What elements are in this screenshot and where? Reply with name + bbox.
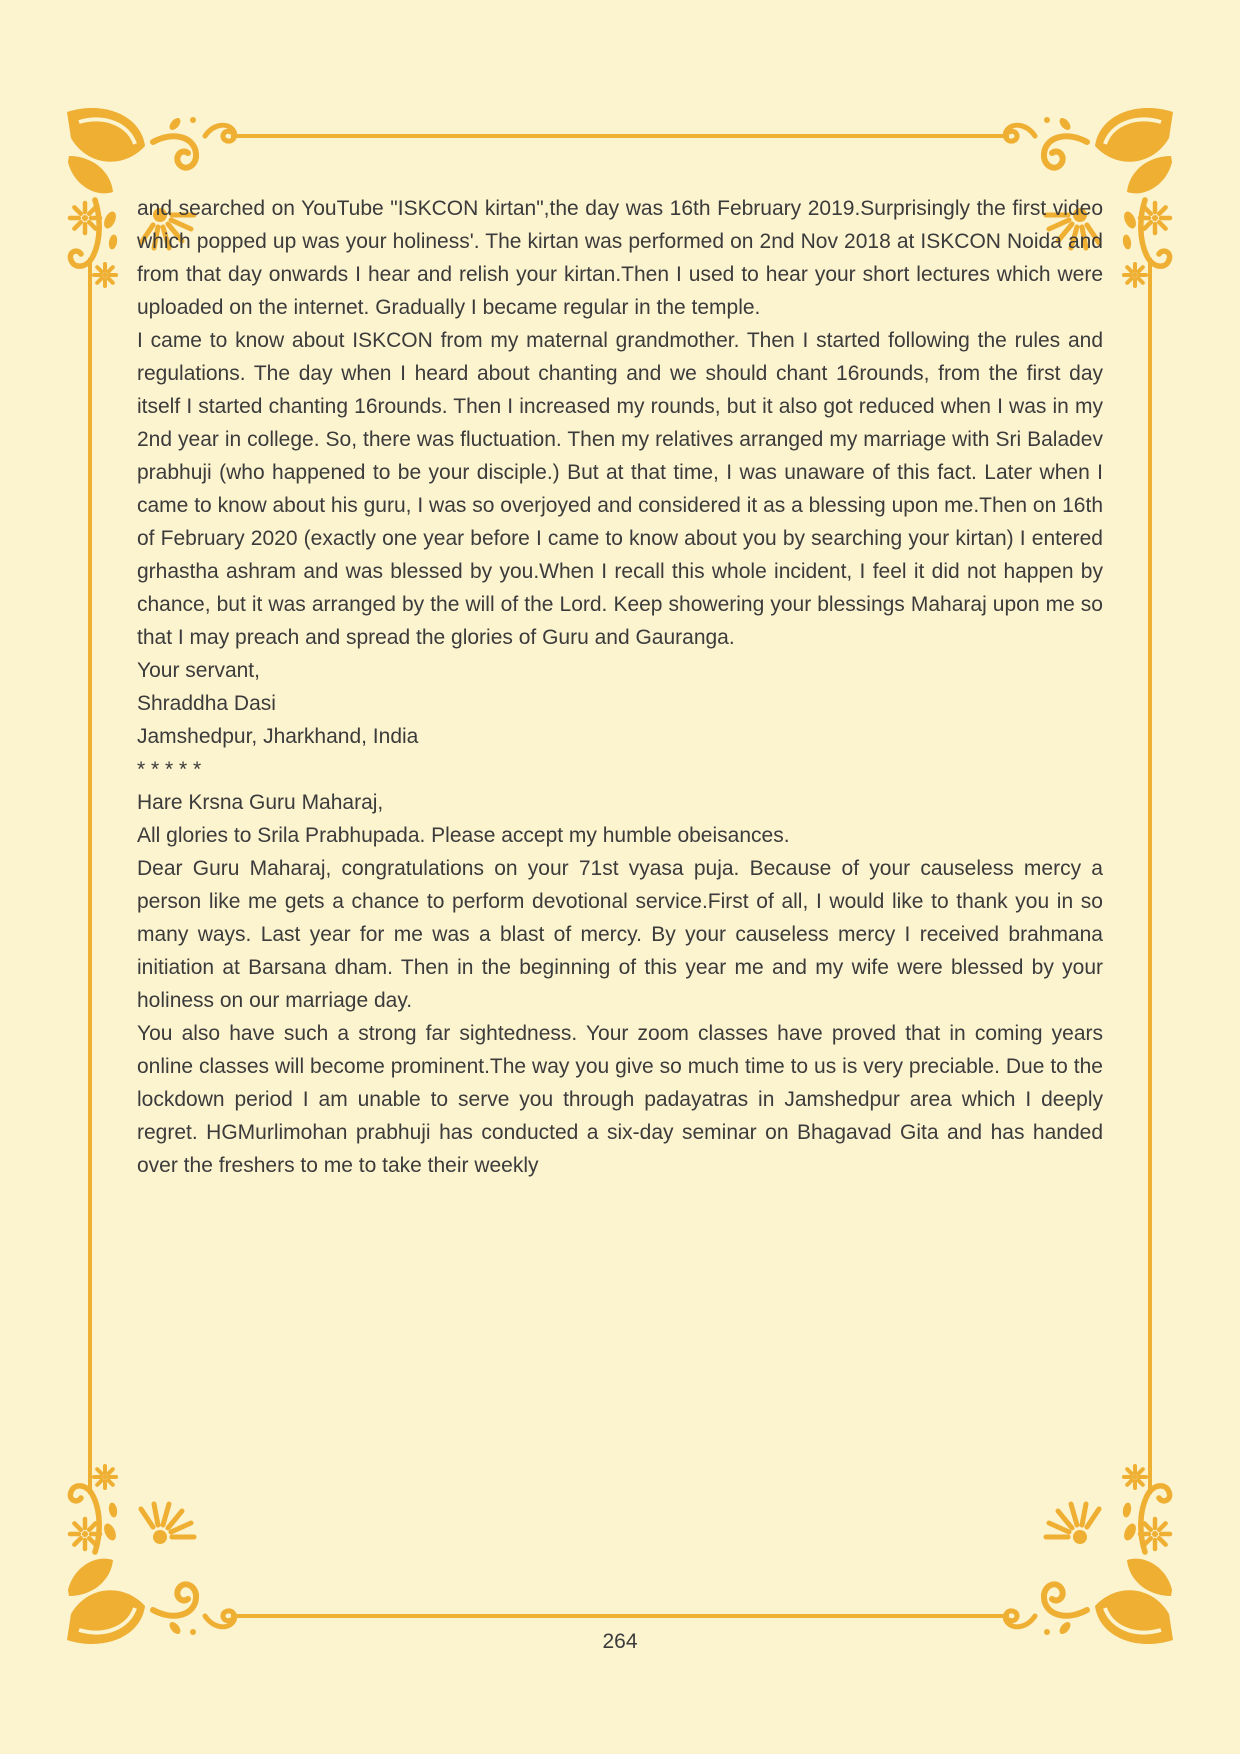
floral-corner-icon-bottom-right — [985, 1452, 1185, 1652]
frame-border-top — [253, 134, 987, 138]
letter1-signatory: Shraddha Dasi — [137, 692, 276, 715]
floral-corner-icon-bottom-left — [55, 1452, 255, 1652]
letter2-paragraph-2: You also have such a strong far sightedness. Your zoom classes have proved that in coming years online classes will become prominent.The way you give so much time to us is very preciable. Due to the lockdown period I am unable to serve you through padayatras in Jamshedpur area which I deeply regret. HGMurlimohan prabhuji has conducted a six-day seminar on Bhagavad Gita and has handed over the freshers to me to take their weekly — [137, 1022, 1103, 1177]
letter1-paragraph-2: I came to know about ISKCON from my maternal grandmother. Then I started following the rules and regulations. The day when I heard about chanting and we should chant 16rounds, from the first day itself I started chanting 16rounds. Then I increased my rounds, but it also got reduced when I was in my 2nd year in college. So, there was fluctuation. Then my relatives arranged my marriage with Sri Baladev prabhuji (who happened to be your disciple.) But at that time, I was unaware of this fact. Later when I came to know about his guru, I was so overjoyed and considered it as a blessing upon me.Then on 16th of February 2020 (exactly one year before I came to know about you by searching your kirtan) I entered grhastha ashram and was blessed by you.When I recall this whole incident, I feel it did not happen by chance, but it was arranged by the will of the Lord. Keep showering your blessings Maharaj upon me so that I may preach and spread the glories of Guru and Gauranga. — [137, 329, 1103, 649]
page-content — [137, 192, 1103, 1182]
letter2-obeisances: All glories to Srila Prabhupada. Please accept my humble obeisances. — [137, 824, 790, 847]
letter1-paragraph-1: and searched on YouTube "ISKCON kirtan",the day was 16th February 2019.Surprisingly the first video which popped up was your holiness'. The kirtan was performed on 2nd Nov 2018 at ISKCON Noida and from that day onwards I hear and relish your kirtan.Then I used to hear your short lectures which were uploaded on the internet. Gradually I became regular in the temple. — [137, 197, 1103, 319]
letter2-salutation: Hare Krsna Guru Maharaj, — [137, 791, 384, 814]
letter-separator: * * * * * — [137, 758, 202, 781]
frame-border-left — [88, 298, 92, 1454]
page-number: 264 — [602, 1630, 638, 1653]
letter2-paragraph-1: Dear Guru Maharaj, congratulations on your 71st vyasa puja. Because of your causeless mercy a person like me gets a chance to perform devotional service.First of all, I would like to thank you in so many ways. Last year for me was a blast of mercy. By your causeless mercy I received brahmana initiation at Barsana dham. Then in the beginning of this year me and my wife were blessed by your holiness on our marriage day. — [137, 857, 1103, 1012]
frame-border-bottom — [253, 1614, 987, 1618]
frame-border-right — [1148, 298, 1152, 1454]
letter1-location: Jamshedpur, Jharkhand, India — [137, 725, 419, 748]
letter1-closing: Your servant, — [137, 659, 260, 682]
